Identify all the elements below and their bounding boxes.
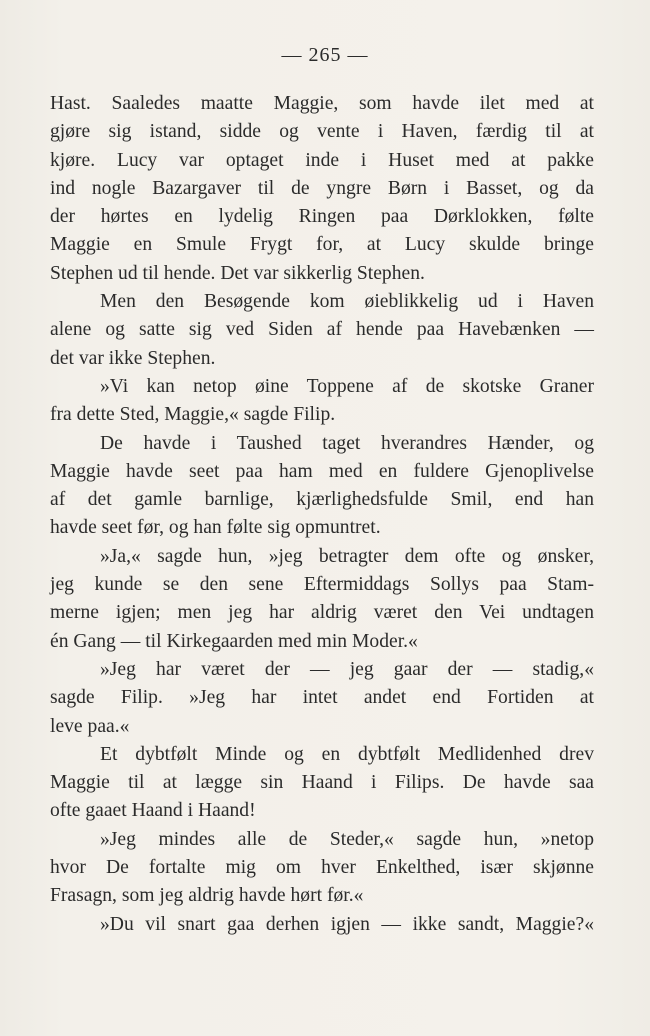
text-line: Frasagn, som jeg aldrig havde hørt før.« [50, 885, 364, 907]
text-line: gjøre sig istand, sidde og vente i Haven, færdig til at [50, 121, 594, 143]
text-line: én Gang — til Kirkegaarden med min Moder.« [50, 630, 418, 652]
text-line: alene og satte sig ved Siden af hende paa Havebænken — [50, 319, 594, 341]
text-line: hvor De fortalte mig om hver Enkelthed, især skjønne [50, 857, 594, 879]
text-line: sagde Filip. »Jeg har intet andet end Fortiden at [50, 687, 594, 709]
text-line: »Jeg mindes alle de Steder,« sagde hun, »netop [100, 828, 594, 850]
text-line: Men den Besøgende kom øieblikkelig ud i Haven [100, 291, 594, 313]
text-line: »Du vil snart gaa derhen igjen — ikke sandt, Maggie?« [100, 913, 594, 935]
text-line: Maggie havde seet paa ham med en fuldere Gjenoplivelse [50, 460, 594, 482]
text-line: der hørtes en lydelig Ringen paa Dørklokken, følte [50, 206, 594, 228]
text-line: det var ikke Stephen. [50, 347, 216, 369]
text-line: Maggie til at lægge sin Haand i Filips. De havde saa [50, 772, 594, 794]
text-line: kjøre. Lucy var optaget inde i Huset med at pakke [50, 149, 594, 171]
body-text [50, 90, 594, 939]
text-line: fra dette Sted, Maggie,« sagde Filip. [50, 404, 336, 426]
text-line: »Jeg har været der — jeg gaar der — stadig,« [100, 658, 594, 680]
text-line: Maggie en Smule Frygt for, at Lucy skulde bringe [50, 234, 594, 256]
text-line: havde seet før, og han følte sig opmuntret. [50, 517, 381, 539]
text-line: leve paa.« [50, 715, 130, 737]
text-line: »Ja,« sagde hun, »jeg betragter dem ofte og ønsker, [100, 545, 594, 567]
text-line: ind nogle Bazargaver til de yngre Børn i Basset, og da [50, 177, 594, 199]
text-line: Et dybtfølt Minde og en dybtfølt Medlidenhed drev [100, 743, 594, 765]
text-line: af det gamle barnlige, kjærlighedsfulde Smil, end han [50, 489, 594, 511]
text-line: merne igjen; men jeg har aldrig været den Vei undtagen [50, 602, 594, 624]
text-line: jeg kunde se den sene Eftermiddags Sollys paa Stam- [50, 574, 594, 596]
text-line: Hast. Saaledes maatte Maggie, som havde ilet med at [50, 93, 594, 114]
text-line: Stephen ud til hende. Det var sikkerlig Stephen. [50, 262, 425, 284]
text-line: »Vi kan netop øine Toppene af de skotske Graner [100, 375, 594, 397]
page-number: — 265 — [281, 44, 369, 66]
text-line: ofte gaaet Haand i Haand! [50, 800, 256, 822]
text-line: De havde i Taushed taget hverandres Hænder, og [100, 432, 594, 454]
